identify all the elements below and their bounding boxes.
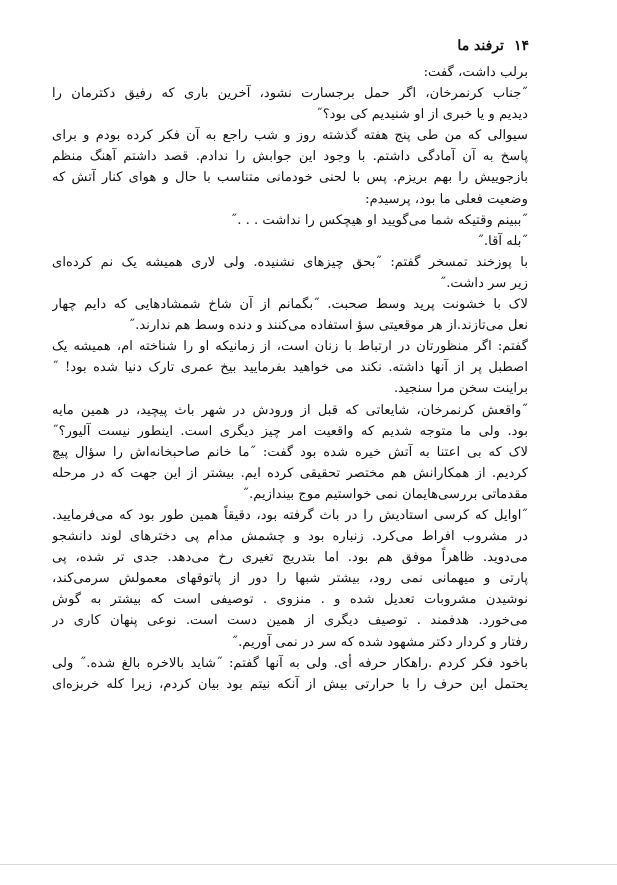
text-line: با پوزخند تمسخر گفتم: ˝بحق چیزهای نشنیده. ولی لاری همیشه یک نم کرده‌ای (52, 254, 528, 270)
bottom-divider (0, 864, 617, 865)
text-line: گفتم: اگر منظورتان در ارتباط با زنان است، از زمانیکه او را شناخته ام، همیشه یک (52, 339, 528, 355)
text-line: وضعیت فعلی ما بود، پرسیدم: (365, 191, 528, 207)
text-line: ˝ببینم وقتیکه شما می‌گویید او هیچکس را نداشت . . .˝ (230, 212, 528, 228)
text-line: لاک که بی اعتنا به آتش خیره شده بود گفت: ˝ما خانم صاحبخانه‌اش را سؤال پیچ (52, 444, 528, 460)
text-line: ˝بله آقا.˝ (477, 233, 528, 249)
book-title: ترفند ما (457, 38, 504, 54)
text-line: در مشروب افراط می‌کرد. زنباره بود و چشمش مدام پی دخترهای لوند دانشجو (52, 529, 528, 545)
text-line: برلب داشت، گفت: (423, 65, 528, 80)
text-line: می‌خورد. هدفمند . توصیف دیگری از همین دست است. نوعی پنهان کاری در (52, 613, 528, 629)
text-line: ˝اوایل که کرسی استادیش را در باث گرفته بود، دقیقاً همین طور بود که می‌فرمایید. (52, 507, 528, 523)
page-number: ١۴ (513, 38, 529, 54)
body-text (52, 62, 528, 695)
text-line: دیدیم و یا خبری از او شنیدیم کی بود؟˝ (316, 107, 528, 123)
text-line: سیوالی که من طی پنج هفته گذشته روز و شب راجع به آن فکر کرده بودم و برای (52, 128, 528, 144)
text-line: یحتمل این حرف را با حرارتی بیش از آنکه نیتم بود بیان کردم، زیرا کله خربزه‌ای (52, 676, 528, 692)
text-line: ˝واقعش کرنمرخان، شایعاتی که قبل از ورودش در شهر باث پیچید، در همین مایه (52, 402, 528, 418)
text-line: اصطبل پر از آنها داشته. نکند می خواهید بفرمایید بیخ عمری تارک دنیا شده بود! ˝ (52, 360, 528, 376)
text-line: می‌دوید. ظاهراً موفق هم بود. اما بتدریج تغیری رخ می‌دهد. جدی تر شده، پی (52, 550, 528, 566)
running-head (457, 38, 529, 54)
text-line: رفتار و کردار دکتر مشهود شده که سر در نمی آوریم.˝ (231, 634, 528, 650)
text-line: پاسخ به آن آمادگی داشتم. با وجود این جوابش را ندادم. قصد داشتم آهنگ منظم (52, 149, 528, 165)
text-line: مقدماتی بررسی‌هایمان نمی خواستیم موج بیندازیم.˝ (242, 486, 528, 502)
text-line: نعل می‌تازند.از هر موقعیتی سو‌ٔ استفاده می‌کنند و دنده وسط هم ندارند.˝ (128, 318, 528, 334)
text-line: لاک با خشونت پرید وسط صحبت. ˝بگمانم از آن شاخ شمشادهایی که دایم چهار (52, 297, 528, 313)
text-line: نوشیدن مشروبات تعدیل شده و . منزوی . توصیفی است که بیشتر به گوش (52, 592, 528, 608)
text-line: پارتی و میهمانی نمی رود، بیشتر شبها را دور از پاتوقهای معمولش سرمی‌کند، (52, 571, 528, 587)
text-line: ˝جناب کرنمرخان، اگر حمل برجسارت نشود، آخرین باری که رفیق دکترمان را (52, 86, 528, 102)
text-line: براینت سخن مرا سنجید. (393, 381, 528, 397)
text-line: کردیم. از همکارانش هم مختصر تحقیقی کرده ایم. بیشتر از این جهت که در مرحله (52, 465, 528, 481)
text-line: بازجوییش را بهم بریزم. پس با لحنی خودمانی متناسب با حال و هوای کنار آتش که (52, 170, 528, 186)
text-line: بود. ولی ما متوجه شدیم که واقعیت امر چیز دیگری است. اینطور نیست آلیور؟˝ (52, 423, 528, 439)
text-line: زیر سر داشت.˝ (439, 275, 528, 291)
text-line: باخود فکر کردم .راهکار حرفه أی. ولی به آنها گفتم: ˝شاید بالاخره بالغ شده.˝ ولی (52, 655, 528, 671)
